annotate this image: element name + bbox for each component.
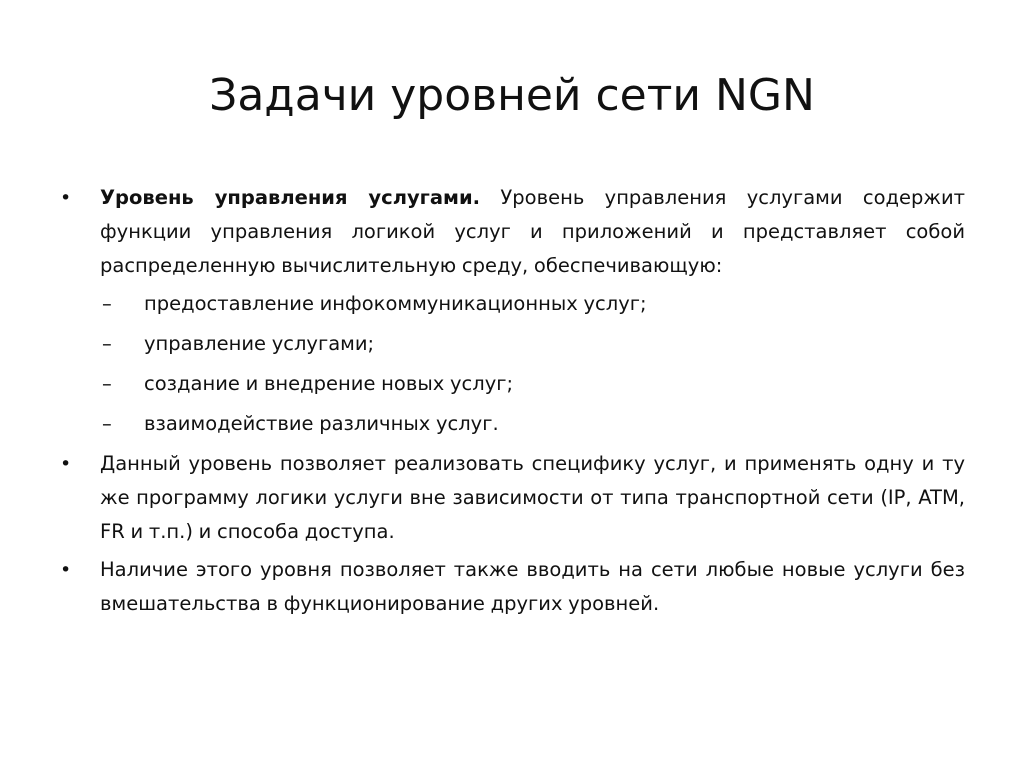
- bullet-icon: •: [60, 453, 72, 475]
- sub-list-item-text: управление услугами;: [144, 332, 375, 355]
- dash-icon: –: [102, 412, 112, 435]
- bullet-text: Уровень управления услугами содержит функции управления логикой услуг и приложений и представляет собой распределенную вычислительную среду, обеспечивающую:: [100, 186, 965, 277]
- sub-list-item: [60, 367, 965, 401]
- dash-icon: –: [102, 372, 112, 395]
- sub-list: [60, 287, 965, 441]
- sub-list-item-text: взаимодействие различных услуг.: [144, 412, 499, 435]
- bullet-item: [60, 181, 965, 283]
- bullet-icon: •: [60, 559, 72, 581]
- sub-list-item: [60, 407, 965, 441]
- bullet-item: [60, 553, 965, 621]
- sub-list-item: [60, 287, 965, 321]
- bullet-text: Наличие этого уровня позволяет также вводить на сети любые новые услуги без вмешательства в функционирование других уровней.: [100, 558, 965, 615]
- slide-content: [60, 181, 965, 621]
- bullet-icon: •: [60, 187, 72, 209]
- bullet-bold-lead: Уровень управления услугами.: [100, 186, 481, 209]
- dash-icon: –: [102, 292, 112, 315]
- dash-icon: –: [102, 332, 112, 355]
- sub-list-item-text: предоставление инфокоммуникационных услуг;: [144, 292, 647, 315]
- sub-list-item: [60, 327, 965, 361]
- slide-title: Задачи уровней сети NGN: [209, 70, 815, 121]
- sub-list-item-text: создание и внедрение новых услуг;: [144, 372, 514, 395]
- bullet-item: [60, 447, 965, 549]
- bullet-text: Данный уровень позволяет реализовать специфику услуг, и применять одну и ту же программу логики услуги вне зависимости от типа транспортной сети (IP, ATM, FR и т.п.) и способа доступа.: [100, 452, 965, 543]
